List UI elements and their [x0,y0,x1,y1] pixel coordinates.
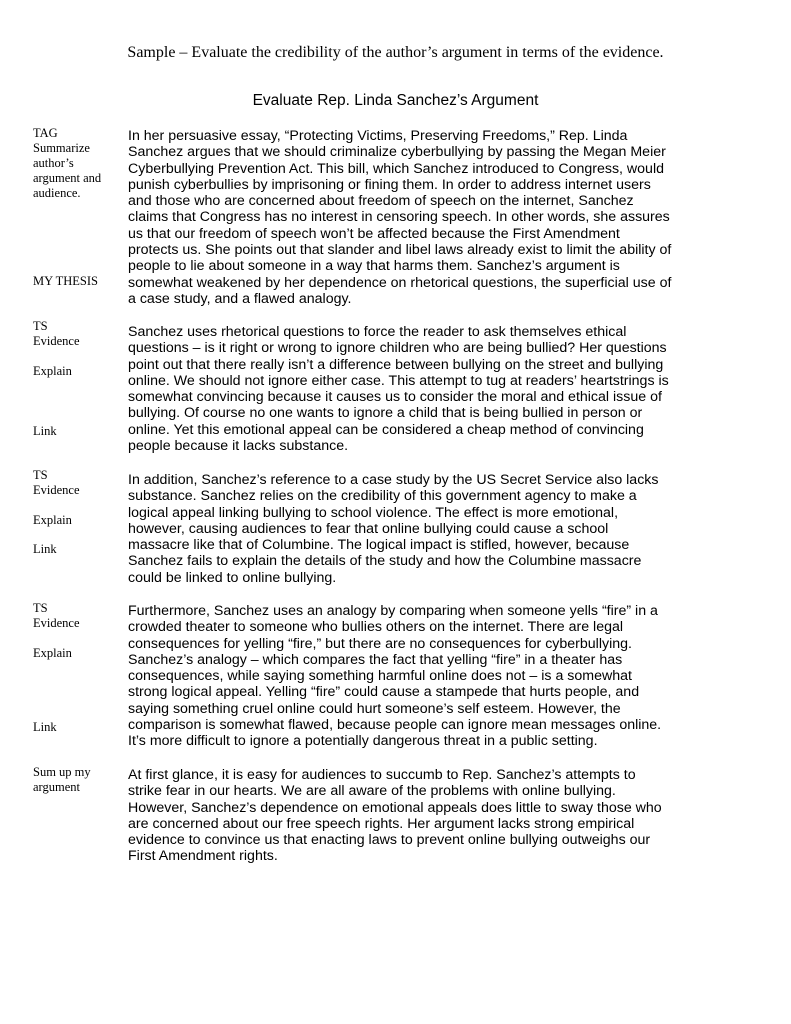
margin-note-thesis: MY THESIS [33,274,98,288]
sum-up-line: argument [33,780,80,794]
margin-note-ts: TS [33,468,48,482]
text-line: Sanchez argues that we should criminalize cyberbullying by passing the Megan Meier [128,144,666,161]
text-line: could be linked to online bullying. [128,569,337,586]
text-line: somewhat convincing because it causes us to consider the moral and ethical issue of [128,389,662,406]
margin-note-explain: Explain [33,513,72,527]
text-line: evidence to convince us that enacting laws to prevent online bullying outweighs our [128,832,651,849]
text-line: strong logical appeal. Yelling “fire” could cause a stampede that hurts people, and [128,684,640,701]
text-line: Furthermore, Sanchez uses an analogy by comparing when someone yells “fire” in a [128,603,658,619]
text-line: It’s more difficult to ignore a potentially dangerous threat in a public setting. [128,733,598,750]
text-line: online. Yet this emotional appeal can be considered a cheap method of convincing [128,421,644,438]
tag-desc-line: argument and [33,171,102,185]
text-line: punish cyberbullies by imprisoning or fining them. In order to address internet users [128,176,651,193]
margin-note-ts: TS [33,601,48,615]
text-line: saying something cruel online could hurt someone’s self esteem. However, the [128,700,621,717]
text-line: comparison is somewhat flawed, because people can ignore mean messages online. [128,717,662,734]
margin-note-evidence: Evidence [33,334,80,348]
margin-note-evidence: Evidence [33,616,80,630]
paragraph-conclusion [128,767,688,865]
text-line: In her persuasive essay, “Protecting Victims, Preserving Freedoms,” Rep. Linda [128,128,628,144]
text-line: people to lie about someone in a way that harms them. Sanchez’s argument is [128,258,620,275]
text-line: strike fear in our hearts. We are all aware of the problems with online bullying. [128,783,616,800]
text-line: however, causing audiences to fear that online bullying could cause a school [128,520,609,537]
margin-note-sum-up [33,765,123,795]
paragraph-analogy [128,603,688,750]
paragraph-summary [128,128,688,307]
text-line: bullying. Of course no one wants to ignore a child that is being bullied in person or [128,405,643,422]
text-line: people because it lacks substance. [128,438,349,455]
tag-desc-line: audience. [33,186,81,200]
margin-note-link: Link [33,542,57,556]
text-line: logical appeal linking bullying to school violence. The effect is more emotional, [128,504,619,521]
text-line: Cyberbullying Prevention Act. This bill, which Sanchez introduced to Congress, would [128,160,664,177]
text-line: Sanchez uses rhetorical questions to force the reader to ask themselves ethical [128,324,627,340]
text-line: somewhat weakened by her dependence on rhetorical questions, the superficial use of [128,274,672,291]
text-line: questions – is it right or wrong to ignore children who are being bullied? Her questions [128,340,667,357]
text-line: First Amendment rights. [128,848,278,865]
margin-note-link: Link [33,720,57,734]
text-line: us that our freedom of speech won’t be affected because the First Amendment [128,225,620,242]
sum-up-line: Sum up my [33,765,91,779]
text-line: consequences for yelling “fire,” but there are no consequences for cyberbullying. [128,635,632,652]
text-line: In addition, Sanchez’s reference to a case study by the US Secret Service also lacks [128,472,659,488]
tag-desc-line: author’s [33,156,74,170]
text-line: substance. Sanchez relies on the credibility of this government agency to make a [128,488,637,505]
tag-desc-line: Summarize [33,141,90,155]
paragraph-rhetorical-questions [128,324,688,454]
margin-note-link: Link [33,424,57,438]
tag-heading: TAG [33,126,58,140]
essay-title: Evaluate Rep. Linda Sanchez’s Argument [252,92,539,109]
text-line: claims that Congress has no interest in censoring speech. In other words, she assures [128,209,670,226]
margin-note-explain: Explain [33,646,72,660]
text-line: At first glance, it is easy for audiences to succumb to Rep. Sanchez’s attempts to [128,767,636,783]
text-line: However, Sanchez’s dependence on emotional appeals does little to sway those who [128,799,662,816]
text-line: crowded theater to someone who bullies others on the internet. There are legal [128,619,624,636]
assignment-header: Sample – Evaluate the credibility of the author’s argument in terms of the evidence. [127,44,664,61]
margin-note-explain: Explain [33,364,72,378]
text-line: Sanchez’s analogy – which compares the fact that yelling “fire” in a theater has [128,651,623,668]
margin-note-tag [33,126,123,201]
text-line: Sanchez fails to explain the details of the study and how the Columbine massacre [128,553,642,570]
text-line: consequences, while saying something harmful online does not – is a somewhat [128,668,632,685]
text-line: are concerned about our free speech rights. Her argument lacks strong empirical [128,815,635,832]
margin-note-ts: TS [33,319,48,333]
margin-note-evidence: Evidence [33,483,80,497]
text-line: and those who are concerned about freedom of speech on the internet, Sanchez [128,193,634,210]
text-line: protects us. She points out that slander and libel laws already exist to limit the ability of [128,242,672,259]
text-line: a case study, and a flawed analogy. [128,290,352,307]
text-line: online. We should not ignore either case. This attempt to tug at readers’ heartstrings is [128,372,669,389]
text-line: massacre like that of Columbine. The logical impact is stifled, however, because [128,537,630,554]
paragraph-case-study [128,472,688,586]
text-line: point out that there really isn’t a difference between bullying on the street and bullying [128,356,664,373]
